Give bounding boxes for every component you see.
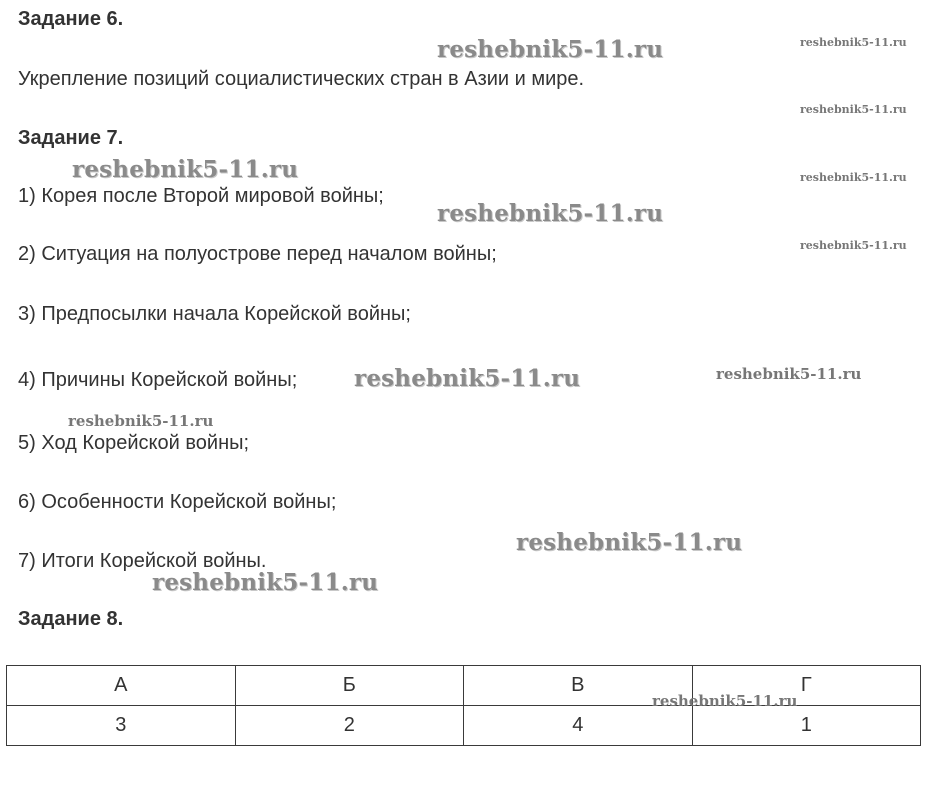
watermark: reshebnik5-11.ru — [437, 36, 664, 63]
answer-table-value-cell: 2 — [235, 706, 464, 746]
task7-heading: Задание 7. — [18, 127, 124, 149]
answer-table-header-cell: А — [7, 666, 236, 706]
task7-item-5: 5) Ход Корейской войны; — [18, 432, 250, 454]
answer-table-header-cell: Г — [692, 666, 921, 706]
watermark: reshebnik5-11.ru — [800, 239, 907, 252]
answer-table-header-cell: В — [464, 666, 693, 706]
task7-item-4: 4) Причины Корейской войны; — [18, 369, 298, 391]
watermark: reshebnik5-11.ru — [800, 103, 907, 116]
task7-item-6: 6) Особенности Корейской войны; — [18, 491, 337, 513]
answer-table-value-cell: 1 — [692, 706, 921, 746]
watermark: reshebnik5-11.ru — [716, 365, 862, 383]
task7-item-7: 7) Итоги Корейской войны. — [18, 550, 267, 572]
watermark: reshebnik5-11.ru — [354, 365, 581, 392]
task8-heading: Задание 8. — [18, 608, 124, 630]
answer-table-header-cell: Б — [235, 666, 464, 706]
answer-table-value-cell: 4 — [464, 706, 693, 746]
task6-heading: Задание 6. — [18, 8, 124, 30]
answer-table-value-cell: 3 — [7, 706, 236, 746]
task7-item-3: 3) Предпосылки начала Корейской войны; — [18, 303, 411, 325]
watermark: reshebnik5-11.ru — [800, 171, 907, 184]
watermark: reshebnik5-11.ru — [152, 569, 379, 596]
answer-table-value-row — [7, 706, 921, 746]
watermark: reshebnik5-11.ru — [72, 156, 299, 183]
task6-answer: Укрепление позиций социалистических стран в Азии и мире. — [18, 68, 585, 90]
watermark: reshebnik5-11.ru — [652, 692, 798, 710]
watermark: reshebnik5-11.ru — [68, 412, 214, 430]
watermark: reshebnik5-11.ru — [800, 36, 907, 49]
task7-item-1: 1) Корея после Второй мировой войны; — [18, 185, 384, 207]
watermark: reshebnik5-11.ru — [437, 200, 664, 227]
watermark: reshebnik5-11.ru — [516, 529, 743, 556]
task7-item-2: 2) Ситуация на полуострове перед началом войны; — [18, 243, 497, 265]
